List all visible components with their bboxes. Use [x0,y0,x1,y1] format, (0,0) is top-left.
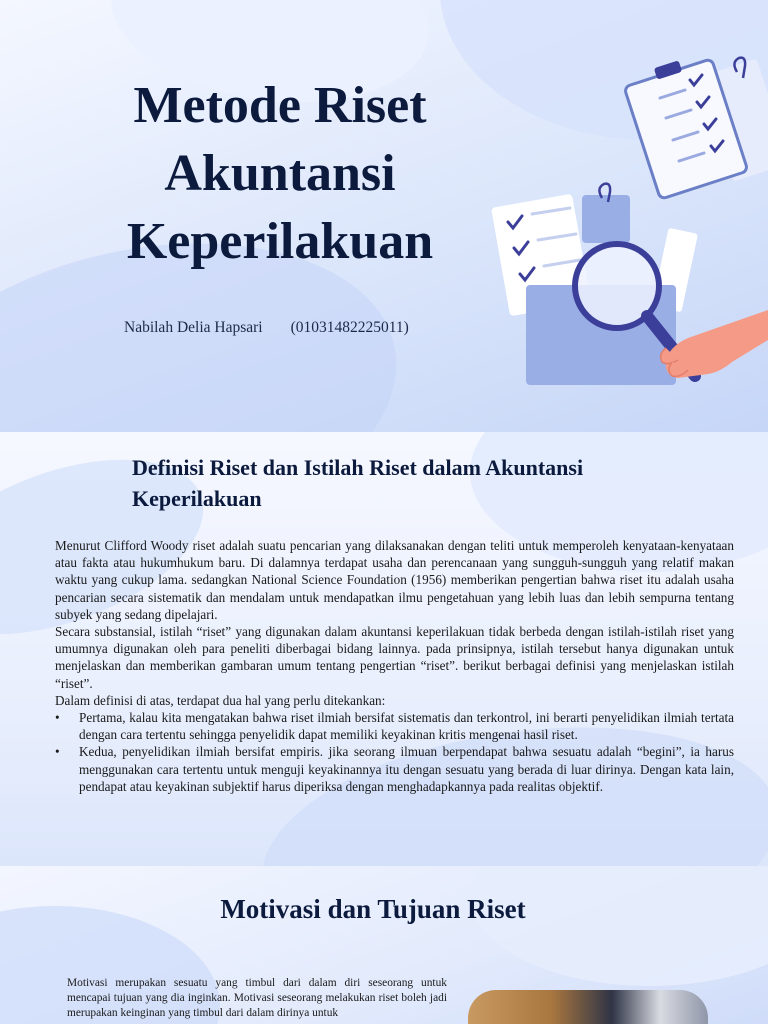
author-line [124,319,409,337]
business-photo [468,990,708,1024]
paragraph: Menurut Clifford Woody riset adalah suatu pencarian yang dilaksanakan dengan teliti untuk memperoleh kenyataan-kenyataan atau fakta atau hukumhukum baru. Di dalamnya terdapat usaha dan perencanaan yang sungguh-sungguh yang relatif makan waktu yang cukup lama. sedangkan National Science Foundation (1956) memberikan pengertian bahwa riset itu adalah usaha pencarian secara sistematik dan mendalam untuk mendapatkan ilmu pengetahuan yang lebih luas dan lebih sempurna tentang subyek yang sedang dipelajari. [55,538,734,622]
paragraph: Dalam definisi di atas, terdapat dua hal yang perlu ditekankan: [55,692,386,708]
author-name: Nabilah Delia Hapsari [124,319,263,336]
author-student-id: (01031482225011) [290,319,409,336]
bullet-list [55,709,734,795]
definition-body [55,537,734,795]
clipboard-icon [624,58,768,200]
definition-slide [0,432,768,866]
list-item [55,709,734,743]
section-title: Definisi Riset dan Istilah Riset dalam Akuntansi Keperilakuan [132,455,584,511]
motivation-slide [0,866,768,1024]
list-item-text: Pertama, kalau kita mengatakan bahwa riset ilmiah bersifat sistematis dan terkontrol, ini berarti penyelidikan ilmiah tertata dengan cara tertentu sehingga penyelidik dapat memiliki keyakinan kritis mengenai hasil riset. [79,710,734,743]
bullet-icon: • [55,744,60,760]
bullet-icon: • [55,710,60,726]
presentation-title: Metode Riset Akuntansi Keperilakuan [126,77,434,270]
paragraph: Secara substansial, istilah “riset” yang digunakan dalam akuntansi keperilakuan tidak berbeda dengan istilah-istilah riset yang umumnya digunakan oleh para peneliti diberbagai bidang lainnya. pada prinsipnya, istilah tersebut hanya digunakan untuk menjelaskan dan memberikan gambaran umum tentang pengertian “riset”. berikut berbagai definisi yang menjelaskan istilah “riset”. [55,624,734,691]
list-item-text: Kedua, penyelidikan ilmiah bersifat empiris. jika seorang ilmuan berpendapat bahwa sesuatu adalah “begini”, ia harus menggunakan cara tertentu untuk menguji keyakinannya itu dengan sesuatu yang berada di luar dirinya. Dengan kata lain, pendapat atau keyakinan subjektif harus diperiksa dengan menghadapkannya pada realitas objektif. [79,744,734,794]
title-slide [0,0,768,432]
background-shape [470,866,768,986]
list-item [55,743,734,795]
research-illustration [490,50,768,400]
sticky-note-icon [582,195,630,243]
motivation-body: Motivasi merupakan sesuatu yang timbul dari dalam diri seseorang untuk mencapai tujuan yang dia inginkan. Motivasi seseorang melakukan riset boleh jadi merupakan keinginan yang timbul dari dalam dirinya untuk [67,977,447,1020]
section-title: Motivasi dan Tujuan Riset [220,894,526,924]
